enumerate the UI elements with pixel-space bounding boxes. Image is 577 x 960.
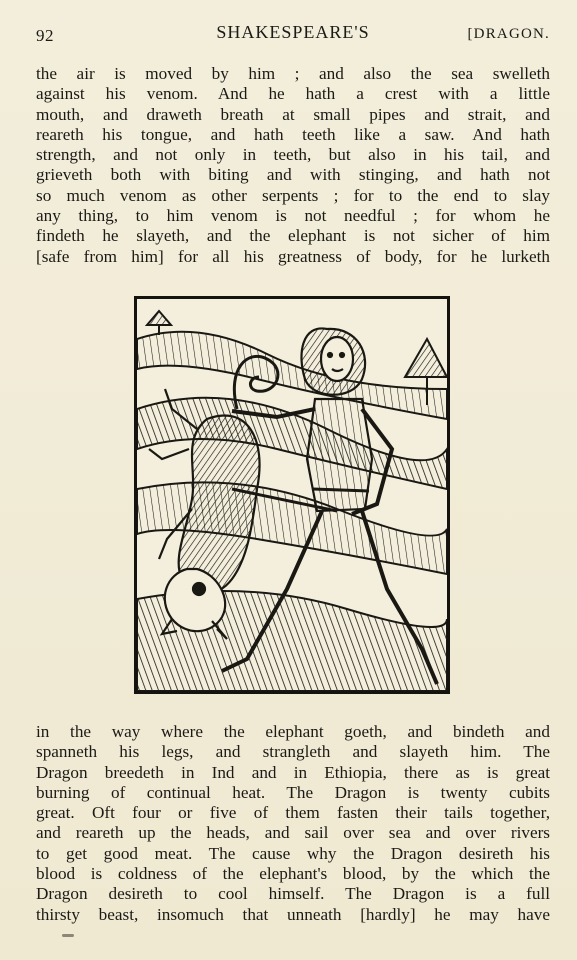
text-line: Dragon desireth to cool himself. The Dragon is a full xyxy=(36,884,550,904)
text-line: spanneth his legs, and strangleth and slayeth him. The xyxy=(36,742,550,762)
text-line: in the way where the elephant goeth, and bindeth and xyxy=(36,722,550,741)
woodcut-illustration xyxy=(134,296,450,694)
text-line: burning of continual heat. The Dragon is twenty cubits xyxy=(36,782,550,802)
text-line: thirsty beast, insomuch that unneath [hardly] he may have xyxy=(36,904,550,924)
text-line: and reareth up the heads, and sail over sea and over rivers xyxy=(36,823,550,843)
text-line: blood is coldness of the elephant's blood, by the which the xyxy=(36,864,550,884)
text-line: great. Oft four or five of them fasten their tails together, xyxy=(36,803,550,823)
text-line: so much venom as other serpents ; for to the end to slay xyxy=(36,185,550,205)
text-line: the air is moved by him ; and also the sea swelleth xyxy=(36,64,550,83)
running-title: SHAKESPEARE'S xyxy=(216,22,370,42)
text-line: findeth he slayeth, and the elephant is not sicher of him xyxy=(36,226,550,246)
body-text-bottom xyxy=(36,722,550,925)
page-number: 92 xyxy=(36,26,54,45)
text-line: mouth, and draweth breath at small pipes and strait, and xyxy=(36,104,550,124)
section-tag: [DRAGON. xyxy=(467,26,550,42)
text-line: any thing, to him venom is not needful ; for whom he xyxy=(36,206,550,226)
ink-smudge xyxy=(62,934,74,937)
dragon-slayer-woodcut xyxy=(137,299,447,691)
text-line: Dragon breedeth in Ind and in Ethiopia, there as is great xyxy=(36,762,550,782)
text-line: [safe from him] for all his greatness of body, for he lurketh xyxy=(36,246,550,266)
text-line: reareth his tongue, and hath teeth like a saw. And hath xyxy=(36,124,550,144)
tree-left xyxy=(147,311,171,335)
text-line: against his venom. And he hath a crest with a little xyxy=(36,84,550,104)
running-head xyxy=(36,22,550,50)
body-text-top xyxy=(36,64,550,267)
text-line: to get good meat. The cause why the Dragon desireth his xyxy=(36,843,550,863)
text-line: grieveth both with biting and with stinging, and hath not xyxy=(36,165,550,185)
text-line: strength, and not only in teeth, but also in his tail, and xyxy=(36,145,550,165)
